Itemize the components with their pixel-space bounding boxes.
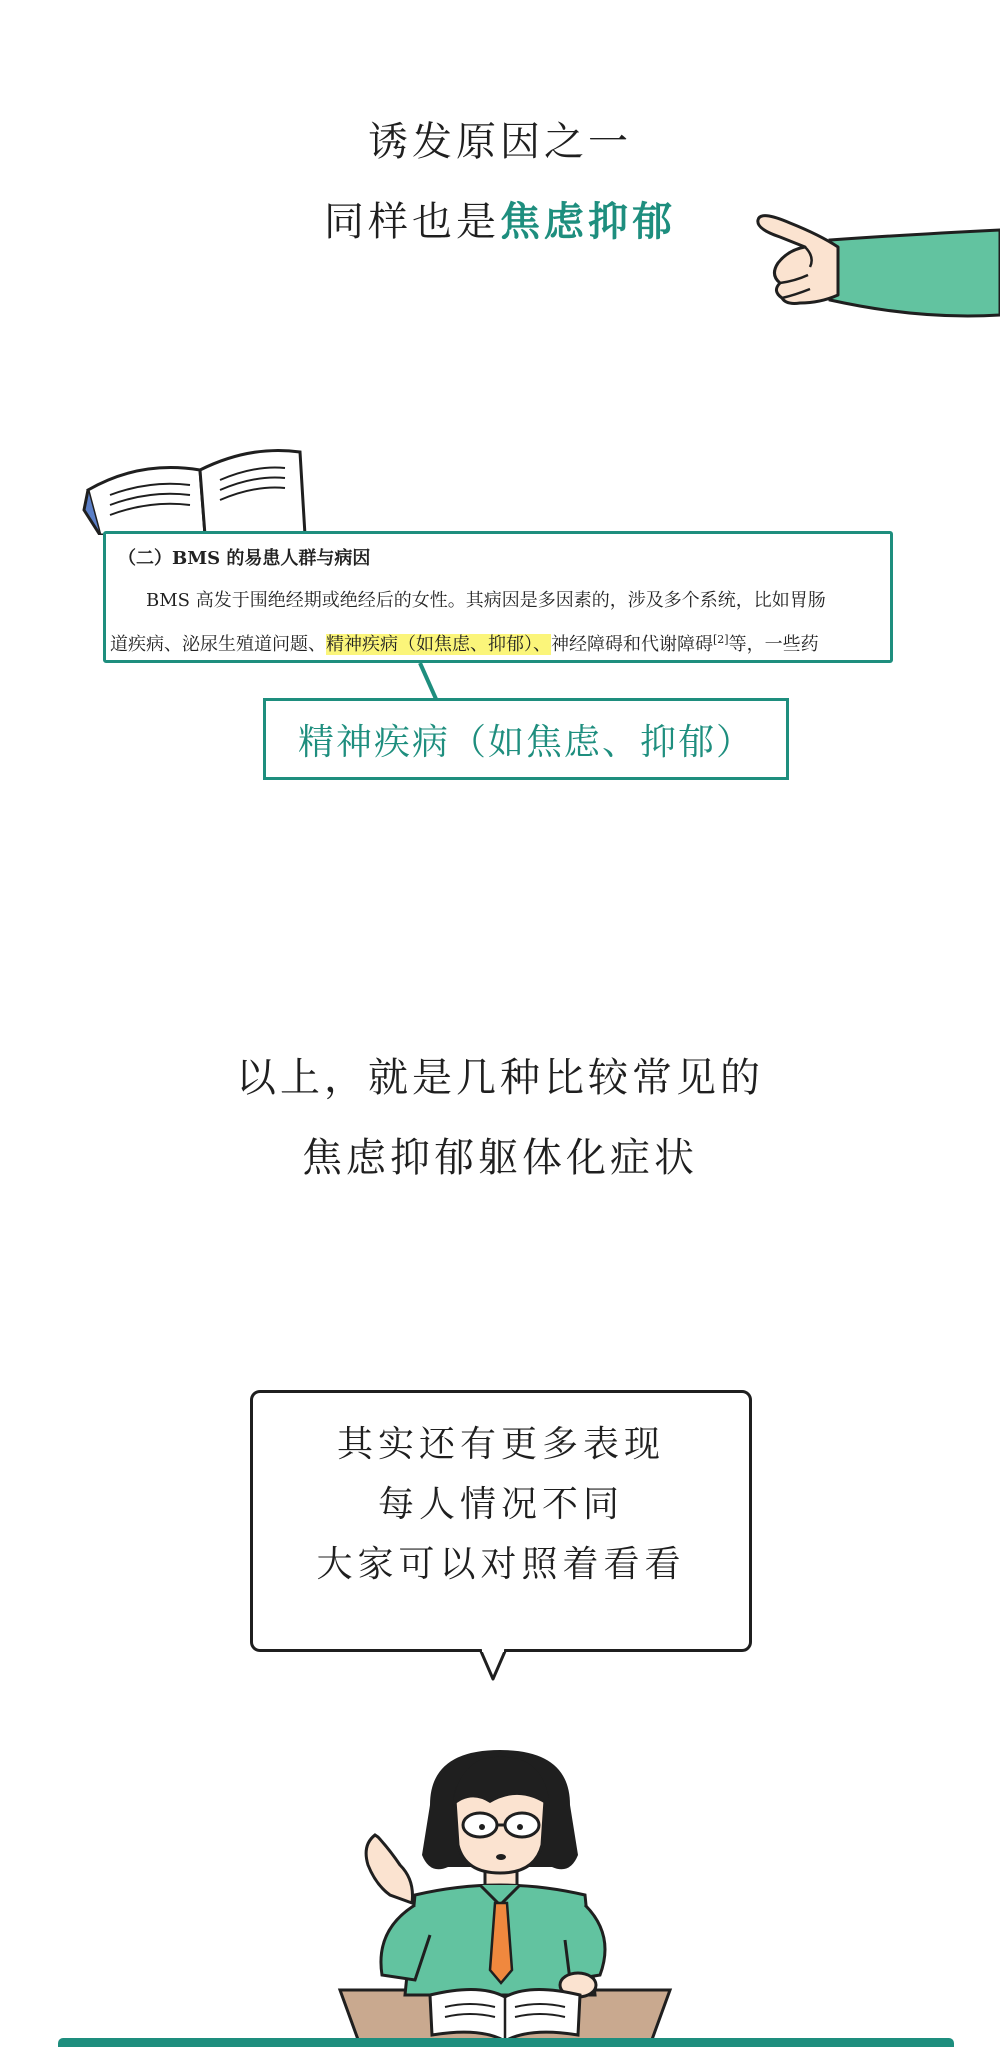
pointing-hand-icon (750, 195, 1000, 325)
document-excerpt (103, 531, 893, 663)
section1-line2-accent: 焦虑抑郁 (500, 199, 676, 245)
callout-box (263, 698, 789, 780)
document-line2 (110, 630, 819, 656)
callout-connector (418, 662, 438, 700)
speech-line3: 大家可以对照着看看 (316, 1544, 686, 1585)
document-line2-post-a: 神经障碍和代谢障碍 (551, 634, 713, 655)
person-reading-illustration (320, 1745, 690, 2045)
bottom-accent-bar (58, 2038, 954, 2047)
speech-bubble (250, 1390, 752, 1652)
section1-line1: 诱发原因之一 (368, 119, 632, 165)
speech-line2: 每人情况不同 (377, 1484, 624, 1525)
document-line1: BMS 高发于围绝经期或绝经后的女性。其病因是多因素的，涉及多个系统，比如胃肠 (146, 590, 826, 611)
document-line2-post-b: 等，一些药 (728, 634, 819, 655)
section2-heading (0, 1038, 1000, 1198)
open-book-icon (80, 440, 310, 535)
speech-bubble-tail (478, 1649, 508, 1683)
section2-line2: 焦虑抑郁躯体化症状 (302, 1135, 698, 1181)
section1-line2-prefix: 同样也是 (324, 199, 500, 245)
document-highlight: 精神疾病（如焦虑、抑郁）、 (326, 634, 551, 655)
section2-line1: 以上，就是几种比较常见的 (236, 1055, 764, 1101)
callout-text: 精神疾病（如焦虑、抑郁） (297, 721, 754, 763)
document-citation: [2] (713, 633, 729, 646)
document-title: （二）BMS 的易患人群与病因 (118, 548, 371, 569)
document-line2-pre: 道疾病、泌尿生殖道问题、 (110, 634, 326, 655)
speech-line1: 其实还有更多表现 (336, 1424, 665, 1465)
